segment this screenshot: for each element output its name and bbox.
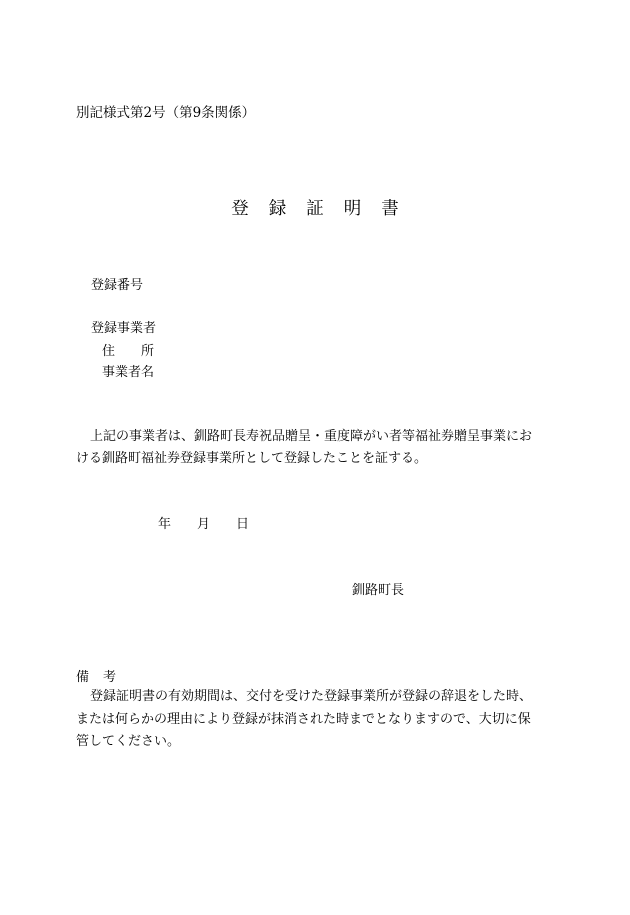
remarks-line-2: または何らかの理由により登録が抹消された時までとなりますので、大切に保: [76, 711, 531, 727]
business-name-label: 事業者名: [102, 365, 155, 380]
certification-line-2: ける釧路町福祉券登録事業所として登録したことを証する。: [76, 451, 428, 466]
registration-number-label: 登録番号: [91, 278, 144, 293]
remarks-body: [76, 686, 562, 754]
date-month: 月: [197, 517, 211, 532]
form-number-label: 別記様式第2号（第9条関係）: [76, 105, 256, 121]
address-label: 住所: [102, 344, 181, 359]
issuer-name: 釧路町長: [352, 583, 405, 598]
date-year: 年: [158, 517, 172, 532]
date-day: 日: [236, 517, 250, 532]
document-title: 登録証明書: [231, 199, 419, 219]
remarks-line-3: 管してください。: [76, 734, 181, 749]
remarks-line-1: 登録証明書の有効期間は、交付を受けた登録事業所が登録の辞退をした時、: [90, 689, 533, 704]
certification-line-1: 上記の事業者は、釧路町長寿祝品贈呈・重度障がい者等福祉券贈呈事業にお: [90, 429, 533, 444]
certification-paragraph: [76, 426, 552, 470]
issue-date: [158, 513, 275, 532]
registered-business-label: 登録事業者: [91, 321, 157, 336]
remarks-heading: 備考: [76, 670, 131, 685]
